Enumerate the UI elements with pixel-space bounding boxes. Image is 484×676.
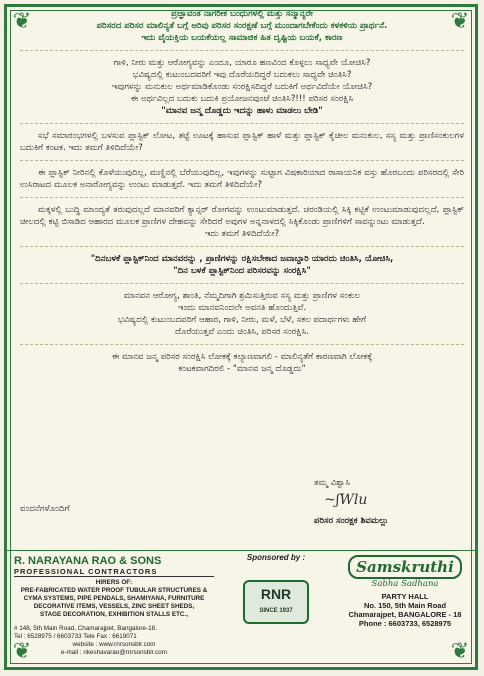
quote-line: "ದಿನ ಬಳಕೆ ಪ್ಲಾಸ್ಟಿಕ್‌ನಿಂದ ಪರಿಸರವನ್ನು ಸಂರಕ್ಷಿಸಿ" bbox=[173, 266, 311, 276]
paragraph-line: ದೊರೆಯುತ್ತವೆ ಎಂದು ಚಿಂತಿಸಿ, ಪರಿಸರ ಸಂರಕ್ಷಿಸಿ. bbox=[175, 327, 309, 337]
company-email: e-mail : nkeshavarao@rnrsonsblr.com bbox=[60, 649, 168, 656]
hirers-heading: HIRERS OF: bbox=[95, 579, 133, 586]
divider bbox=[20, 50, 464, 51]
divider bbox=[20, 123, 464, 124]
corner-ornament-icon: ❦ bbox=[12, 639, 32, 664]
hall-label: PARTY HALL bbox=[381, 592, 429, 601]
hirers-line: CYMA SYSTEMS, PIPE PENDALS, SHAMIYANA, FURNITURE bbox=[23, 595, 205, 602]
slogan: "ಮಾನವ ಜನ್ಮ ದೊಡ್ಡದು ಇದನ್ನು ಹಾಳು ಮಾಡಲು ಬೇಡಿ" bbox=[161, 106, 323, 116]
company-subtitle: PROFESSIONAL CONTRACTORS bbox=[14, 568, 214, 577]
hirers-line: DECORATIVE ITEMS, VESSELS, ZINC SHEET SHEDS, bbox=[33, 603, 195, 610]
hall-address: Chamarajpet, BANGALORE - 18 bbox=[348, 610, 462, 619]
paragraph-question: ಇದು ತಮಗೆ ತಿಳಿದಿದೆಯೇ? bbox=[204, 229, 280, 239]
paragraph-5 bbox=[20, 290, 464, 338]
intro-line: ಪ್ರಜ್ಞಾವಂತ ನಾಗರೀಕ ಬಂಧುಗಳಲ್ಲಿ ಮತ್ತು ಸನ್ಮಾನ್ಯರೇ bbox=[171, 9, 313, 19]
paragraph-text: ಮಕ್ಕಳಲ್ಲಿ ಬುದ್ಧಿ ಮಾಂದ್ಯತೆ ತರುವುದಲ್ಲದೆ ಮಾನವರಿಗೆ ಕ್ಯಾನ್ಸರ್ ರೋಗವನ್ನು ಉಂಟುಮಾಡುತ್ತದೆ. ಚರಂಡಿಯಲ್ಲಿ ಸಿಕ್ಕಿ ಕಟ್ಟಿಕೆ ಉಂಟುಮಾಡುವುದಲ್ಲದೆ, ಪ್ಲಾಸ್ಟಿಕ್ ಚೀಲದಲ್ಲಿ ಕಟ್ಟಿ ಬಿಸಾಡಿದ ಆಹಾರದ ಮೂಲಕ ಪ್ರಾಣಿಗಳ ದೇಹವನ್ನು ಸೇರಿದರೆ ಅವುಗಳ ಅನ್ನನಾಳದಲ್ಲಿ ಸಿಕ್ಕಿಕೊಂಡು ಪ್ರಾಣಿಗಳಿಗೆ ಸಾವನ್ನುಂಟು ಮಾಡುತ್ತದೆ. bbox=[20, 205, 464, 227]
divider bbox=[20, 246, 464, 247]
contractor-ad bbox=[14, 555, 214, 657]
closing bbox=[20, 478, 464, 550]
company-phone: Tel : 6528975 / 6603733 Tele Fax : 6619071 bbox=[14, 633, 137, 640]
paragraph-2: ಸಭೆ ಸಮಾರಂಭಗಳಲ್ಲಿ ಬಳಸುವ ಪ್ಲಾಸ್ಟಿಕ್ ಲೋಟ, ತಟ್ಟೆ ಊಟಕ್ಕೆ ಹಾಸುವ ಪ್ಲಾಸ್ಟಿಕ್ ಹಾಳೆ ಮತ್ತು ಪ್ಲಾಸ್ಟಿಕ್ ಕೈಚೀಲ ಮನುಕುಲ, ಸಸ್ಯ ಮತ್ತು ಪ್ರಾಣಿಸಂಕುಲಗಳ ಬದುಕಿಗೆ ಕಂಟಕ. ಇದು ತಮಗೆ ತಿಳಿದಿದೆಯೇ? bbox=[20, 131, 464, 153]
signatory-name: ಪರಿಸರ ಸಂರಕ್ಷಕ ಶಿವಮಲ್ಲು bbox=[314, 516, 389, 526]
divider bbox=[20, 344, 464, 345]
corner-ornament-icon: ❦ bbox=[450, 9, 470, 34]
divider bbox=[20, 197, 464, 198]
paragraph-line: ಭವಿಷ್ಯದಲ್ಲಿ ಕುಟುಂಬದವರಿಗೆ ಆಹಾರ, ಗಾಳಿ, ನೀರು, ಮಳೆ, ಬೆಳೆ, ಸಕಲ ಪದಾರ್ಥಗಳು ಹೇಗೆ bbox=[117, 315, 367, 325]
footer bbox=[6, 550, 478, 670]
rnr-logo-icon bbox=[243, 580, 309, 624]
sponsor-block bbox=[228, 553, 324, 624]
greeting: ವಂದನೆಗಳೊಂದಿಗೆ bbox=[20, 504, 70, 514]
paragraph-6 bbox=[20, 351, 464, 375]
divider bbox=[20, 283, 464, 284]
company-name: R. NARAYANA RAO & SONS bbox=[14, 555, 162, 567]
paragraph-4 bbox=[20, 204, 464, 240]
corner-ornament-icon: ❦ bbox=[12, 9, 32, 34]
tagline: Sabha Sadhana bbox=[371, 579, 439, 589]
hall-phone: Phone : 6603733, 6528975 bbox=[358, 619, 452, 628]
sponsored-by: Sponsored by : bbox=[246, 553, 306, 562]
paragraph-line: ಮಾನವನ ಆರೋಗ್ಯ, ಶಾಂತಿ, ನೆಮ್ಮದಿಗಾಗಿ ಶ್ರಮಿಸುತ್ತಿರುವ ಸಸ್ಯ ಮತ್ತು ಪ್ರಾಣಿಗಳ ಸಂಕುಲ bbox=[123, 291, 361, 301]
paragraph-line: ಈ ಅರ್ಥವಿಲ್ಲದ ಬದುಕು ಬದುಕಿ ಪ್ರಯೋಜನವುಂಟೆ ಚಿಂತಿಸಿ?!!! ಪರಿಸರ ಸಂರಕ್ಷಿಸಿ bbox=[130, 94, 354, 104]
hirers-line: PRE-FABRICATED WATER PROOF TUBULAR STRUCTURES & bbox=[20, 587, 208, 594]
paragraph-line: ಇವುಗಳನ್ನು ಮನುಕುಲ ಅರ್ಥಮಾಡಿಕೊಂಡು ಸಂರಕ್ಷಿಸದಿದ್ದರೆ ಬದುಕಿಗೆ ಅರ್ಥವಿದೆಯೇ ಯೋಚಿಸಿ? bbox=[111, 82, 373, 92]
intro-line: ಪರಿಸರದ ಪರಿಸರ ಮಾಲಿನ್ಯತೆ ಬಗ್ಗೆ ಅರಿವು ಪರಿಸರ ಸಂರಕ್ಷಣೆ ಬಗ್ಗೆ ಮುಂದಾಗಬೇಕೆಂದು ಕಳಕಳಿಯ ಪ್ರಾರ್ಥನೆ. bbox=[96, 21, 388, 31]
logo-text: RNR bbox=[260, 586, 292, 602]
quote bbox=[20, 253, 464, 277]
letter-body bbox=[20, 8, 464, 381]
intro-line: ಇದು ವೈಯಕ್ತಿಯ ಬಯಕೆಯಲ್ಲ ಸಾಮಾಜಿಕ ಹಿತ ದೃಷ್ಟಿಯ ಬಯಕೆ, ಕಾರಣ bbox=[141, 33, 343, 43]
signature-icon: ~ʃWlu bbox=[324, 492, 368, 508]
hall-address: No. 150, 5th Main Road bbox=[363, 601, 447, 610]
yours-faithfully: ತಮ್ಮ ವಿಶ್ವಾಸಿ bbox=[314, 478, 351, 488]
signature-block bbox=[314, 478, 444, 526]
intro bbox=[20, 8, 464, 44]
quote-line: "ದಿನಬಳಕೆ ಪ್ಲಾಸ್ಟಿಕ್‌ನಿಂದ ಮಾನವರನ್ನು , ಪ್ರಾಣಿಗಳನ್ನು ರಕ್ಷಿಸಬೇಕಾದ ಜವಾಬ್ದಾರಿ ಯಾರದು ಚಿಂತಿಸಿ, ಯೋಚಿಸಿ, bbox=[90, 254, 394, 264]
samskruthi-logo: Samskruthi bbox=[348, 555, 462, 579]
paragraph-line: ಈ ಮಾನವ ಜನ್ಮ ಪರಿಸರ ಸಂರಕ್ಷಿಸಿ ಲೋಕಕ್ಕೆ ಕಲ್ಯಾಣವಾಗಲಿ - ಮಾಲಿನ್ಯತೆಗೆ ಕಾರಣವಾಗಿ ಲೋಕಕ್ಕೆ bbox=[111, 352, 373, 362]
divider bbox=[20, 160, 464, 161]
paragraph-line: ಗಾಳಿ, ನೀರು ಮತ್ತು ಆರೋಗ್ಯವನ್ನು ಎಂದೂ, ಯಾರೂ ಹಣವಿಂದ ಕೊಳ್ಳಲು ಸಾಧ್ಯವೇ ಯೋಚಿಸಿ? bbox=[113, 58, 371, 68]
hirers-line: STAGE DECORATION, EXHIBITION STALLS ETC., bbox=[40, 611, 188, 618]
corner-ornament-icon: ❦ bbox=[450, 639, 470, 664]
logo-since: SINCE 1937 bbox=[259, 608, 293, 614]
paragraph-line: ಕಂಟಕವಾಗದಿರಲಿ - "ಮಾನವ ಜನ್ಮ ದೊಡ್ಡದು" bbox=[178, 364, 306, 374]
paragraph-line: ಭವಿಷ್ಯದಲ್ಲಿ ಕುಟುಂಬದವರಿಗೆ ಇವು ದೊರೆಯದಿದ್ದರೆ ಬದುಕಲು ಸಾಧ್ಯವೇ ಚಿಂತಿಸಿ? bbox=[132, 70, 352, 80]
company-website: website : www.rnrsonsblr.com bbox=[72, 641, 156, 648]
paragraph-1 bbox=[20, 57, 464, 117]
company-address: # 148, 5th Main Road, Chamarajpet, Bangalore-18. bbox=[14, 625, 157, 632]
party-hall-ad bbox=[340, 555, 470, 628]
paragraph-line: ಇಂದು ಮಾನವನಿಂದಲೇ ಅವನತಿ ಹೊಂದುತ್ತಿವೆ. bbox=[177, 303, 307, 313]
paragraph-3: ಈ ಪ್ಲಾಸ್ಟಿಕ್ ನೀರಿನಲ್ಲಿ ಕೊಳೆಯುವುದಿಲ್ಲ, ಮಣ್ಣಿನಲ್ಲಿ ಬೆರೆಯುವುದಿಲ್ಲ, ಇವುಗಳನ್ನು ಸುಟ್ಟಾಗ ವಿಷಕಾರಿಯಾದ ರಾಸಾಯನಿಕ ವಸ್ತು ಹೊರಬಂದು ಪರಿಸರದಲ್ಲಿ ಸೇರಿ ಉಸಿರಾಟದ ಮೂಲಕ ಅನಾರೋಗ್ಯವನ್ನು ಉಂಟು ಮಾಡುತ್ತದೆ. ಇದು ತಮಗೆ ತಿಳಿದಿದೆಯೇ? bbox=[20, 168, 464, 190]
